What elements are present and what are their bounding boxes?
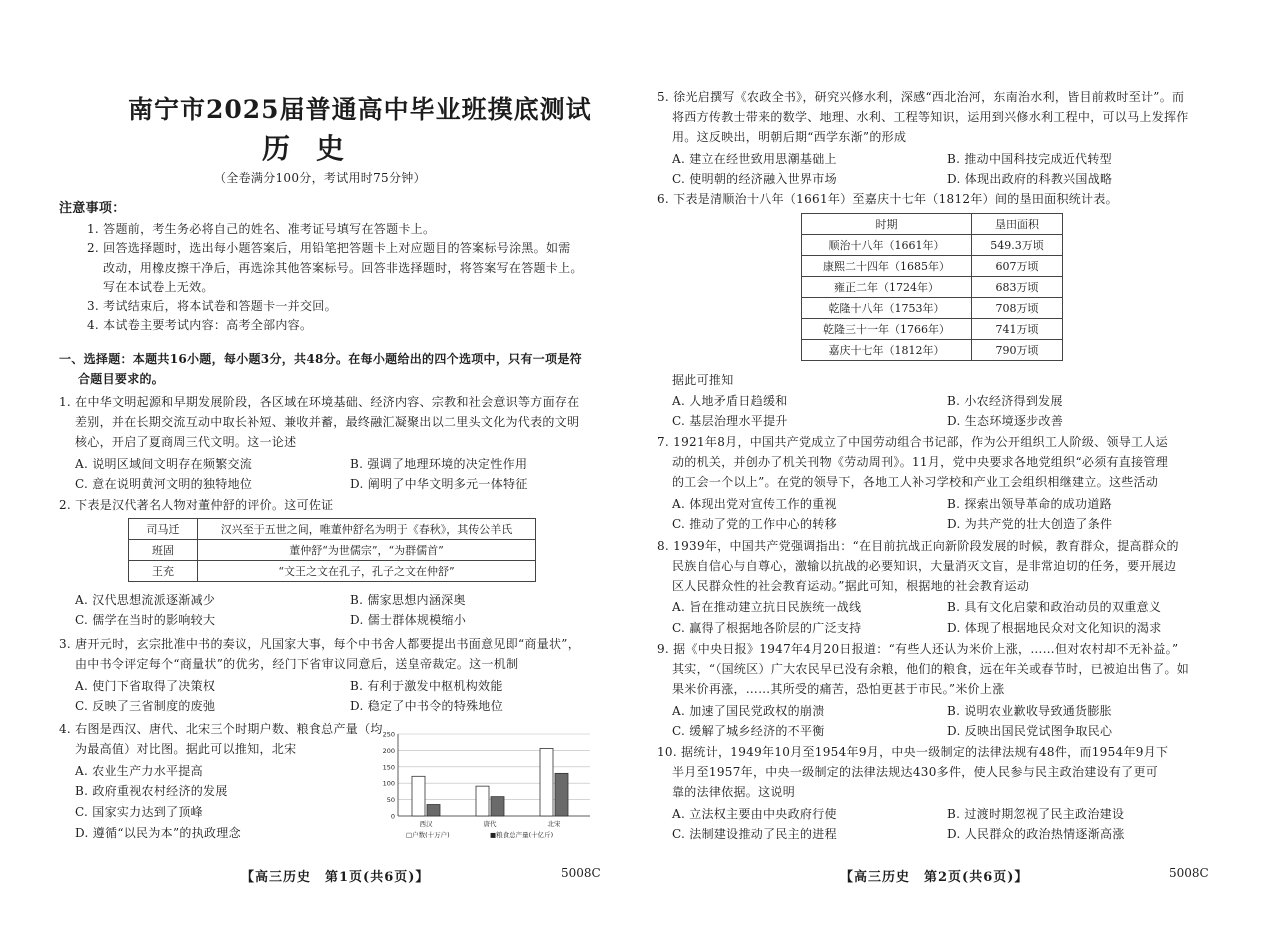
question-8-stem: 区人民群众性的社会教育运动。”据此可知，根据地的社会教育运动 bbox=[672, 579, 1030, 593]
option-5a: A. 建立在经世致用思潮基础上 bbox=[672, 152, 837, 166]
question-7-stem: 的工会一个以上”。在党的领导下，各地工人补习学校和产业工会组织相继建立。这些活动 bbox=[672, 475, 1159, 489]
option-7a: A. 体现出党对宣传工作的重视 bbox=[672, 497, 837, 511]
bar-grain bbox=[555, 773, 568, 816]
option-10d: D. 人民群众的政治热情逐渐高涨 bbox=[947, 827, 1125, 841]
option-8b: B. 具有文化启蒙和政治动员的双重意义 bbox=[947, 600, 1162, 614]
notice-item: 改动，用橡皮擦干净后，再选涂其他答案标号。回答非选择题时，将答案写在答题卡上。 bbox=[103, 261, 583, 275]
y-tick-label: 50 bbox=[386, 796, 395, 805]
y-tick-label: 200 bbox=[382, 746, 395, 755]
option-1b: B. 强调了地理环境的决定性作用 bbox=[350, 457, 528, 471]
option-9a: A. 加速了国民党政权的崩溃 bbox=[672, 704, 825, 718]
table-cell: 790万顷 bbox=[972, 340, 1063, 361]
option-6c: C. 基层治理水平提升 bbox=[672, 414, 788, 428]
option-10a: A. 立法权主要由中央政府行使 bbox=[672, 807, 837, 821]
exam-title: 南宁市2025届普通高中毕业班摸底测试 bbox=[128, 95, 592, 124]
section-heading: 一、选择题：本题共16小题，每小题3分，共48分。在每小题给出的四个选项中，只有一项是符 bbox=[59, 352, 582, 366]
question-10-stem: 靠的法律依据。这说明 bbox=[672, 785, 796, 799]
table-cell: 549.3万顷 bbox=[972, 235, 1063, 256]
page-footer: 【高三历史 第1页(共6页)】 bbox=[241, 870, 430, 885]
exam-subject: 历史 bbox=[262, 132, 371, 165]
option-3d: D. 稳定了中书令的特殊地位 bbox=[350, 699, 504, 713]
page-footer: 【高三历史 第2页(共6页)】 bbox=[840, 870, 1029, 885]
question-10-stem: 10. 据统计，1949年10月至1954年9月，中央一级制定的法律法规有48件，而1954年9月下 bbox=[657, 745, 1169, 759]
option-3a: A. 使门下省取得了决策权 bbox=[75, 679, 216, 693]
option-7d: D. 为共产党的壮大创造了条件 bbox=[947, 517, 1113, 531]
question-1-stem: 1. 在中华文明起源和早期发展阶段，各区域在环境基础、经济内容、宗教和社会意识等方面存在 bbox=[59, 395, 580, 409]
bar-grain bbox=[427, 805, 440, 816]
option-2d: D. 儒士群体规模缩小 bbox=[350, 613, 467, 627]
y-tick-label: 0 bbox=[390, 812, 395, 821]
option-3c: C. 反映了三省制度的废弛 bbox=[75, 699, 216, 713]
notice-heading: 注意事项： bbox=[59, 201, 126, 216]
option-9d: D. 反映出国民党试图争取民心 bbox=[947, 724, 1113, 738]
question-5-stem: 用。这反映出，明朝后期“西学东渐”的形成 bbox=[672, 130, 907, 144]
notice-item: 2. 回答选择题时，选出每小题答案后，用铅笔把答题卡上对应题目的答案标号涂黑。如需 bbox=[87, 241, 571, 255]
question-6-table bbox=[801, 213, 1063, 361]
y-tick-label: 150 bbox=[382, 763, 395, 772]
table-cell: 乾隆十八年（1753年） bbox=[802, 298, 972, 319]
question-8-stem: 8. 1939年，中国共产党强调指出：“在目前抗战正向新阶段发展的时候，教育群众，提高群众的 bbox=[657, 539, 1179, 553]
question-6-stem: 6. 下表是清顺治十八年（1661年）至嘉庆十七年（1812年）间的垦田面积统计表。 bbox=[657, 192, 1118, 206]
table-cell: 王充 bbox=[129, 561, 198, 582]
option-5b: B. 推动中国科技完成近代转型 bbox=[947, 152, 1112, 166]
question-5-stem: 将西方传教士带来的数学、地理、水利、工程等知识，运用到兴修水利工程中，可以马上发挥作 bbox=[672, 110, 1189, 124]
section-heading: 合题目要求的。 bbox=[78, 372, 165, 386]
table-cell: 董仲舒“为世儒宗”，“为群儒首” bbox=[198, 540, 536, 561]
table-cell: 顺治十八年（1661年） bbox=[802, 235, 972, 256]
question-7-stem: 动的机关，并创办了机关刊物《劳动周刊》。11月，党中央要求各地党组织“必须有直接管理 bbox=[672, 455, 1169, 469]
question-1-stem: 差别，并在长期交流互动中取长补短、兼收并蓄，最终融汇凝聚出以二里头文化为代表的文明 bbox=[75, 415, 580, 429]
question-1-stem: 核心，开启了夏商周三代文明。这一论述 bbox=[75, 435, 297, 449]
exam-page-2 bbox=[637, 0, 1274, 936]
notice-item: 3. 考试结束后，将本试卷和答题卡一并交回。 bbox=[87, 299, 337, 313]
legend-grain: ■粮食总产量(十亿斤) bbox=[490, 831, 554, 839]
table-cell: 乾隆三十一年（1766年） bbox=[802, 319, 972, 340]
option-8d: D. 体现了根据地民众对文化知识的渴求 bbox=[947, 621, 1162, 635]
question-9-stem: 其实，“（国统区）广大农民早已没有余粮，他们的粮食，远在年关或春节时，已被迫出售了。如 bbox=[672, 662, 1190, 676]
table-cell: 司马迁 bbox=[129, 519, 198, 540]
option-5d: D. 体现出政府的科教兴国战略 bbox=[947, 172, 1113, 186]
y-tick-label: 100 bbox=[382, 779, 395, 788]
option-2c: C. 儒学在当时的影响较大 bbox=[75, 613, 216, 627]
paper-code: 5008C bbox=[1169, 866, 1209, 880]
bar-households bbox=[412, 776, 425, 816]
notice-item: 4. 本试卷主要考试内容：高考全部内容。 bbox=[87, 318, 313, 332]
option-4d: D. 遵循“以民为本”的执政理念 bbox=[75, 826, 241, 840]
x-tick-label: 西汉 bbox=[419, 820, 433, 828]
option-2b: B. 儒家思想内涵深奥 bbox=[350, 593, 466, 607]
x-tick-label: 唐代 bbox=[483, 820, 497, 828]
option-8c: C. 赢得了根据地各阶层的广泛支持 bbox=[672, 621, 862, 635]
question-10-stem: 半月至1957年，中央一级制定的法律法规达430多件，使人民参与民主政治建设有了更可 bbox=[672, 765, 1159, 779]
table-header: 垦田面积 bbox=[972, 214, 1063, 235]
option-6d: D. 生态环境逐步改善 bbox=[947, 414, 1064, 428]
option-3b: B. 有利于激发中枢机构效能 bbox=[350, 679, 503, 693]
legend-households: □户数(十万户) bbox=[406, 831, 450, 839]
option-9c: C. 缓解了城乡经济的不平衡 bbox=[672, 724, 825, 738]
question-3-stem: 3. 唐开元时，玄宗批准中书的奏议，凡国家大事，每个中书舍人都要提出书面意见即“商量状”， bbox=[59, 637, 581, 651]
notice-item: 写在本试卷上无效。 bbox=[103, 280, 214, 294]
option-7c: C. 推动了党的工作中心的转移 bbox=[672, 517, 837, 531]
question-3-stem: 由中书令评定每个“商量状”的优劣，经门下省审议同意后，送皇帝裁定。这一机制 bbox=[75, 657, 519, 671]
paper-code: 5008C bbox=[561, 866, 601, 880]
table-header: 时期 bbox=[802, 214, 972, 235]
table-cell: 康熙二十四年（1685年） bbox=[802, 256, 972, 277]
question-2-stem: 2. 下表是汉代著名人物对董仲舒的评价。这可佐证 bbox=[59, 498, 334, 512]
question-4-stem: 为最高值）对比图。据此可以推知，北宋 bbox=[75, 742, 297, 756]
table-cell: 607万顷 bbox=[972, 256, 1063, 277]
table-cell: 708万顷 bbox=[972, 298, 1063, 319]
question-6-prompt: 据此可推知 bbox=[672, 373, 734, 387]
question-9-stem: 果米价再涨，……其所受的痛苦，恐怕更甚于市民。”米价上涨 bbox=[672, 682, 1005, 696]
option-4c: C. 国家实力达到了顶峰 bbox=[75, 805, 203, 819]
question-8-stem: 民族自信心与自尊心，激输以抗战的必要知识，大量消灭文盲，是非常迫切的任务，要开展边 bbox=[672, 559, 1177, 573]
option-6a: A. 人地矛盾日趋缓和 bbox=[672, 394, 788, 408]
option-1d: D. 阐明了中华文明多元一体特征 bbox=[350, 477, 528, 491]
option-1c: C. 意在说明黄河文明的独特地位 bbox=[75, 477, 253, 491]
bar-households bbox=[540, 748, 553, 816]
question-2-table bbox=[128, 518, 536, 582]
question-4-bar-chart bbox=[370, 728, 600, 840]
table-cell: 雍正二年（1724年） bbox=[802, 277, 972, 298]
question-5-stem: 5. 徐光启撰写《农政全书》，研究兴修水利，深感“西北治河，东南治水利，皆目前救时至计”。而 bbox=[657, 90, 1185, 104]
table-cell: 嘉庆十七年（1812年） bbox=[802, 340, 972, 361]
option-8a: A. 旨在推动建立抗日民族统一战线 bbox=[672, 600, 862, 614]
option-5c: C. 使明朝的经济融入世界市场 bbox=[672, 172, 837, 186]
table-cell: “文王之文在孔子，孔子之文在仲舒” bbox=[198, 561, 536, 582]
question-4-stem: 4. 右图是西汉、唐代、北宋三个时期户数、粮食总产量（均 bbox=[59, 722, 383, 736]
question-9-stem: 9. 据《中央日报》1947年4月20日报道：“有些人还认为米价上涨，……但对农村却不无补益。” bbox=[657, 642, 1179, 656]
table-cell: 741万顷 bbox=[972, 319, 1063, 340]
option-7b: B. 探索出领导革命的成功道路 bbox=[947, 497, 1112, 511]
table-cell: 班固 bbox=[129, 540, 198, 561]
question-7-stem: 7. 1921年8月，中国共产党成立了中国劳动组合书记部，作为公开组织工人阶级、领导工人运 bbox=[657, 435, 1168, 449]
bar-households bbox=[476, 786, 489, 816]
option-9b: B. 说明农业歉收导致通货膨胀 bbox=[947, 704, 1112, 718]
option-10b: B. 过渡时期忽视了民主政治建设 bbox=[947, 807, 1125, 821]
option-1a: A. 说明区域间文明存在频繁交流 bbox=[75, 457, 253, 471]
bar-grain bbox=[491, 797, 504, 816]
table-cell: 683万顷 bbox=[972, 277, 1063, 298]
notice-item: 1. 答题前，考生务必将自己的姓名、准考证号填写在答题卡上。 bbox=[87, 222, 436, 236]
option-2a: A. 汉代思想流派逐渐减少 bbox=[75, 593, 216, 607]
option-4a: A. 农业生产力水平提高 bbox=[75, 764, 203, 778]
exam-info: （全卷满分100分，考试用时75分钟） bbox=[214, 171, 426, 185]
option-4b: B. 政府重视农村经济的发展 bbox=[75, 784, 228, 798]
option-6b: B. 小农经济得到发展 bbox=[947, 394, 1063, 408]
y-tick-label: 250 bbox=[382, 730, 395, 739]
x-tick-label: 北宋 bbox=[547, 820, 561, 828]
table-cell: 汉兴至于五世之间，唯董仲舒名为明于《春秋》，其传公羊氏 bbox=[198, 519, 536, 540]
option-10c: C. 法制建设推动了民主的进程 bbox=[672, 827, 837, 841]
